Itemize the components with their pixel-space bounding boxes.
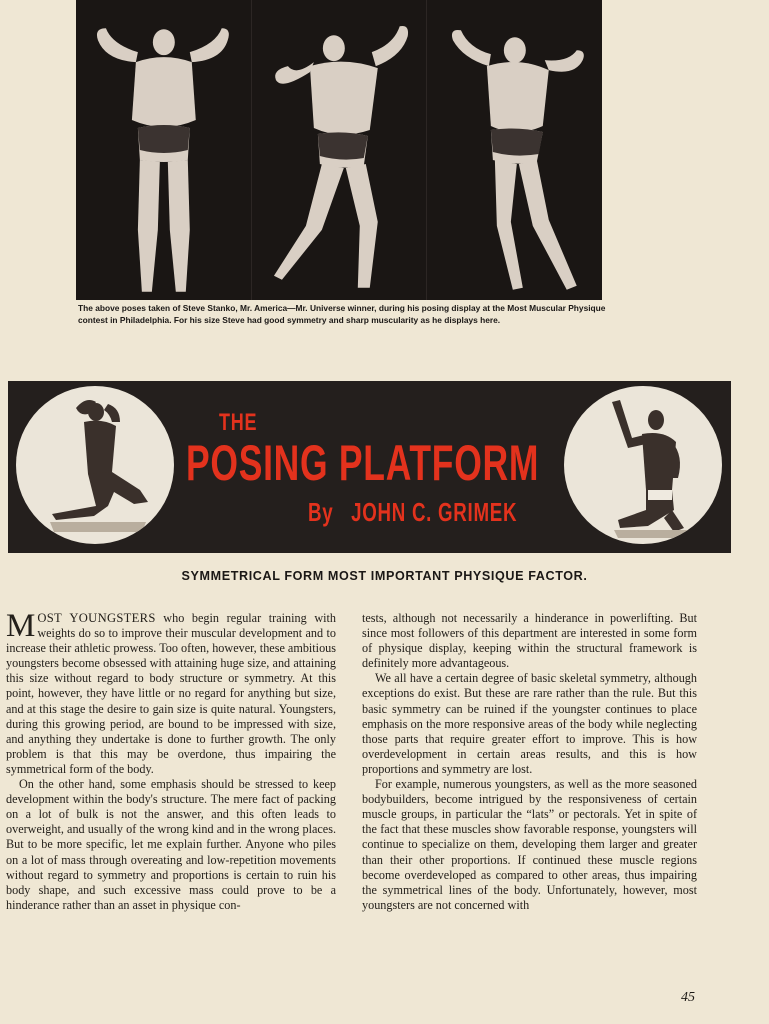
title-posing-platform: POSING PLATFORM [186, 435, 540, 491]
bodybuilder-silhouette-icon [427, 0, 602, 300]
article-column-left [6, 608, 336, 913]
left-paragraph-1-text: who begin regular training with weights do so to improve their muscular development and to increase their athletic prowess. Too often, however, these ambitious youngsters become obsessed with attaining huge size, and attaining this size without regard to body structure or symmetry. At this point, however, they have little or no regard for anything but size, and at this stage the desire to gain size is quite natural. Youngsters, during this growing period, are bound to be impressed with size, and anything they undertake is done to further growth. The only problem is that this may be overdone, thus impairing the symmetrical form of the body. [6, 611, 336, 776]
left-paragraph-2: On the other hand, some emphasis should be stressed to keep development within the body's structure. The mere fact of packing on a lot of bulk is not the answer, and this often leads to overweight, and usually of the wrong kind and in the wrong places. But to be more specific, let me explain further. Anyone who piles on a lot of mass through overeating and low-repetition movements without regard to symmetry and proportions is certain to ruin his body shape, and such excessive mass could prove to be a hinderance rather than an asset in physique con- [6, 777, 336, 912]
title-the: THE [219, 409, 258, 436]
bodybuilder-silhouette-icon [252, 0, 427, 300]
medallion-right-kneeling-pose [564, 386, 722, 544]
lead-in-caps: OST YOUNGSTERS [37, 611, 156, 625]
right-paragraph-2: We all have a certain degree of basic skeletal symmetry, although exceptions do exist. But these are rare rather than the rule. But this basic symmetry can be ruined if the youngster continues to place emphasis on the more responsive areas of the body while neglecting those parts that require greater effort to improve. This is how overdevelopment in certain areas results, and this is how proportions and symmetry are lost. [362, 671, 697, 776]
bodybuilder-silhouette-icon [76, 0, 251, 300]
photo-side-double-biceps [427, 0, 602, 300]
drop-cap: M [6, 608, 36, 644]
right-paragraph-3: For example, numerous youngsters, as well as the more seasoned bodybuilders, become intrigued by the responsiveness of certain muscle groups, in particular the “lats” or pectorals. Yet in spite of the fact that these muscles show favorable response, youngsters will continue to specialize on them, developing them larger and greater than their other proportions. If continued these muscle regions become overdeveloped as compared to other areas, thus impairing the symmetrical lines of the body. Unfortunately, however, most youngsters are not concerned with [362, 777, 697, 912]
author-byline: By JOHN C. GRIMEK [308, 497, 518, 527]
left-paragraph-1 [6, 608, 336, 777]
title-banner [8, 381, 731, 553]
photo-caption: The above poses taken of Steve Stanko, Mr. America—Mr. Universe winner, during his posing display at the Most Muscular Physique contest in Philadelphia. For his size Steve had good symmetry and sharp muscularity as he displays here. [78, 303, 606, 325]
article-column-right [362, 611, 697, 913]
bodybuilder-kneeling-icon [564, 386, 722, 544]
photo-front-double-biceps [76, 0, 252, 300]
article-subheading: SYMMETRICAL FORM MOST IMPORTANT PHYSIQUE FACTOR. [181, 569, 588, 583]
photo-back-double-biceps [252, 0, 428, 300]
page-number: 45 [681, 990, 695, 1005]
right-paragraph-1: tests, although not necessarily a hinderance in powerlifting. But since most followers of this department are interested in some form of physique display, keeping within the structural framework is definitely more advantageous. [362, 611, 697, 671]
bodybuilder-kneeling-icon [16, 386, 174, 544]
photo-strip [76, 0, 602, 300]
medallion-left-kneeling-pose [16, 386, 174, 544]
